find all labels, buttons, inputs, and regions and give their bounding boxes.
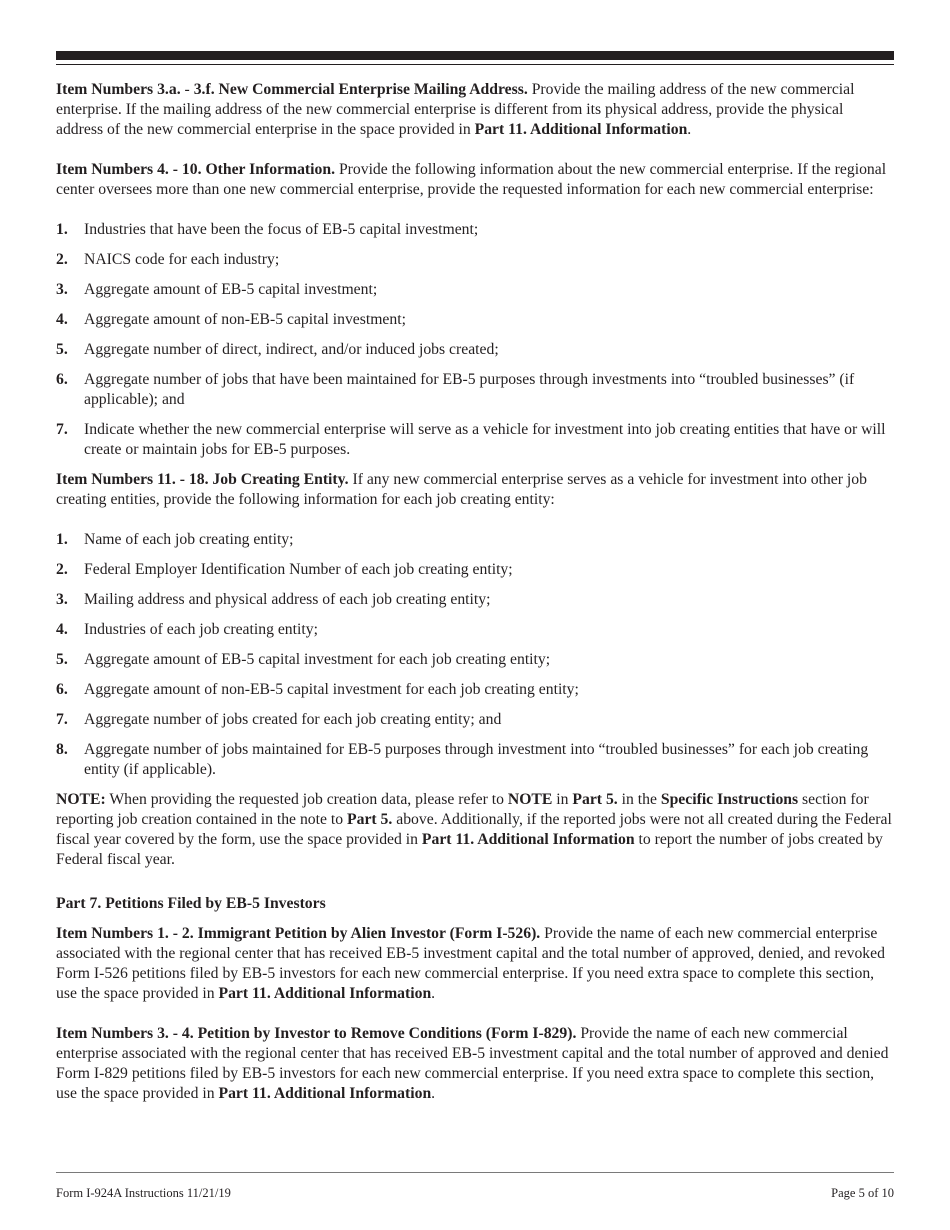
job-label: Item Numbers 11. - 18. Job Creating Entity. [56, 471, 349, 488]
list-item: 2. NAICS code for each industry; [56, 251, 280, 268]
job-creating-entity-paragraph: Item Numbers 11. - 18. Job Creating Entity. If any new commercial enterprise serves as a vehicle for investment into other job creating entities, provide the following information for each job creating entity: [56, 471, 867, 508]
job-creating-entity-list [56, 530, 894, 780]
mailing-label: Item Numbers 3.a. [56, 81, 181, 98]
mailing-address-paragraph: Item Numbers 3.a. - 3.f. New Commercial Enterprise Mailing Address. Provide the mailing address of the new commercial enterprise. If the mailing address of the new commercial enterprise is different from its physical address, provide the physical address of the new commercial enterprise in the space provided in Part 11. Additional Information. [56, 81, 855, 138]
list-item: 7. Indicate whether the new commercial enterprise will serve as a vehicle for investment into job creating entities that have or will create or maintain jobs for EB-5 purposes. [56, 421, 886, 458]
list-item: 7. Aggregate number of jobs created for each job creating entity; and [56, 711, 502, 728]
other-label: Item Numbers 4. - 10. Other Information. [56, 161, 336, 178]
list-item: 1. Name of each job creating entity; [56, 531, 294, 548]
list-item: 4. Industries of each job creating entity; [56, 621, 318, 638]
i829-label: Item Numbers 3. - 4. Petition by Investor to Remove Conditions (Form I-829). [56, 1025, 577, 1042]
note-paragraph: NOTE: When providing the requested job creation data, please refer to NOTE in Part 5. in the Specific Instructions section for reporting job creation contained in the note to Part 5. above. Additionally, if the reported jobs were not all created during the Federal fiscal year covered by the form, use the space provided in Part 11. Additional Information to report the number of jobs created by Federal fiscal year. [56, 791, 892, 868]
other-information-paragraph: Item Numbers 4. - 10. Other Information. Provide the following information about the new commercial enterprise. If the regional center oversees more than one new commercial enterprise, provide the requested information for each new commercial enterprise: [56, 161, 887, 198]
list-item: 5. Aggregate amount of EB-5 capital investment for each job creating entity; [56, 651, 551, 668]
list-item: 5. Aggregate number of direct, indirect, and/or induced jobs created; [56, 341, 499, 358]
i526-label: Item Numbers 1. - 2. Immigrant Petition by Alien Investor (Form I-526). [56, 925, 541, 942]
header-rule-thin [56, 64, 894, 65]
list-item: 2. Federal Employer Identification Number of each job creating entity; [56, 561, 513, 578]
list-item: 1. Industries that have been the focus of EB-5 capital investment; [56, 221, 479, 238]
part-7-heading: Part 7. Petitions Filed by EB-5 Investors [56, 895, 326, 912]
list-item: 6. Aggregate number of jobs that have been maintained for EB-5 purposes through investments into “troubled businesses” (if applicable); and [56, 371, 855, 408]
note-label: NOTE: [56, 791, 106, 808]
mailing-label-2: 3.f. New Commercial Enterprise Mailing Address. [193, 81, 528, 98]
form-i526-paragraph: Item Numbers 1. - 2. Immigrant Petition by Alien Investor (Form I-526). Provide the name of each new commercial enterprise associated with the regional center that has received EB-5 investment capital and the total number of approved, denied, and revoked Form I-526 petitions filed by EB-5 investors for each new commercial enterprise. If you need extra space to complete this section, use the space provided in Part 11. Additional Information. [56, 925, 885, 1002]
footer-rule [56, 1172, 894, 1173]
document-body [56, 80, 894, 1124]
list-item: 3. Aggregate amount of EB-5 capital investment; [56, 281, 378, 298]
list-item: 3. Mailing address and physical address of each job creating entity; [56, 591, 491, 608]
header-rule-thick [56, 51, 894, 60]
list-item: 8. Aggregate number of jobs maintained for EB-5 purposes through investment into “troubled businesses” for each job creating entity (if applicable). [56, 741, 869, 778]
form-i829-paragraph: Item Numbers 3. - 4. Petition by Investor to Remove Conditions (Form I-829). Provide the name of each new commercial enterprise associated with the regional center that has received EB-5 investment capital and the total number of approved and denied Form I-829 petitions filed by EB-5 investors for each new commercial enterprise. If you need extra space to complete this section, use the space provided in Part 11. Additional Information. [56, 1025, 889, 1102]
list-item: 4. Aggregate amount of non-EB-5 capital investment; [56, 311, 406, 328]
footer-page-number: Page 5 of 10 [831, 1186, 894, 1200]
mailing-ref: Part 11. Additional Information [474, 121, 688, 138]
footer-form-id: Form I-924A Instructions 11/21/19 [56, 1186, 231, 1200]
list-item: 6. Aggregate amount of non-EB-5 capital investment for each job creating entity; [56, 681, 579, 698]
other-information-list [56, 220, 894, 460]
